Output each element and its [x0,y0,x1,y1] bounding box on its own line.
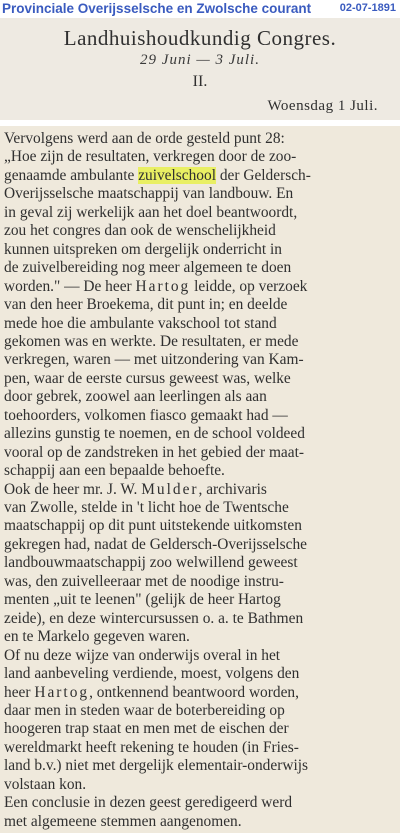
masthead-bar [0,0,400,18]
article-line: mede hoe die ambulante vakschool tot stand [4,314,277,332]
article-line: genaamde ambulante zuivelschool der Geldersch- [4,166,311,184]
article-line: landbouwmaatschappij zoo welwillend geweest [4,554,298,572]
article-line: vooral op de zandstreken in het gebied der maat- [4,443,304,461]
article-line: schappij aan een bepaalde behoefte. [4,462,225,480]
article-line: land b.v.) niet met dergelijk elementair-onderwijs [4,757,308,775]
person-name: Hartog [34,683,90,701]
article-line: verkregen, waren — met uitzondering van Kam- [4,351,304,369]
newspaper-clipping [0,18,400,833]
article-line: toehoorders, volkomen fiasco gemaakt had — [4,406,288,424]
article-line: in geval zij werkelijk aan het doel beantwoordt, [4,203,298,221]
congress-dates: 29 Juni — 3 Juli. [140,52,260,68]
person-name: Mulder [141,480,199,498]
report-day: Woensdag 1 Juli. [267,98,378,114]
search-highlight: zuivelschool [138,166,216,184]
article-line: van Zwolle, stelde in 't licht hoe de Twentsche [4,499,289,516]
article-body [0,126,400,833]
article-header [0,18,400,120]
article-line: menten „uit te leenen" (gelijk de heer Hartog [4,591,281,609]
article-line: was, den zuivelleeraar met de noodige instru- [4,572,284,590]
article-line: zou het congres dan ook de wenschelijkheid [4,222,276,240]
article-line: daar men in steden waar de boterbereiding op [4,701,285,719]
person-name: Hartog [135,277,191,295]
article-line: maatschappij op dit punt uitstekende uitkomsten [4,517,302,535]
article-line: van den heer Broekema, dit punt in; en deelde [4,296,288,314]
article-line: Of nu deze wijze van onderwijs overal in het [4,646,281,664]
article-line: gekregen had, nadat de Geldersch-Overijsselsche [4,535,307,553]
article-line: en te Markelo gegeven waren. [4,628,190,646]
article-line: hoogeren trap staat en men met de eischen der [4,720,289,738]
article-line: met algemeene stemmen aangenomen. [4,812,242,830]
publication-date: 02-07-1891 [339,2,396,14]
article-line: de zuivelbereiding nog meer algemeen te doen [4,259,292,277]
article-line: gekomen was en werkte. De resultaten, er mede [4,332,299,350]
article-line: worden." — De heer Hartog leidde, op verzoek [4,277,308,295]
article-line: Een conclusie in dezen geest geredigeerd werd [4,794,293,812]
article-line: wereldmarkt heeft rekening te houden (in Fries- [4,738,299,756]
article-line: Overijsselsche maatschappij van landbouw. En [4,185,294,203]
article-title: Landhuishoudkundig Congres. [63,26,337,50]
article-line: allezins gunstig te noemen, en de school voldeed [4,425,305,443]
article-line: volstaan kon. [4,775,87,793]
article-line: zeide), en deze wintercursussen o. a. te Bathmen [4,609,304,627]
article-line: kunnen uitspreken om dergelijk onderricht in [4,240,282,258]
article-line: Ook de heer mr. J. W. Mulder, archivaris [4,480,267,498]
article-line: door gebrek, zoowel aan leerlingen als aan [4,388,267,406]
article-line: land aanbeveling verdiende, moest, volgens den [4,665,300,683]
newspaper-title: Provinciale Overijsselsche en Zwolsche courant [2,1,312,16]
article-line: heer Hartog, ontkennend beantwoord worden, [4,683,299,701]
article-line: pen, waar de eerste cursus geweest was, welke [4,369,291,387]
article-line: Vervolgens werd aan de orde gesteld punt 28: [4,130,285,147]
part-number: II. [192,73,208,90]
article-line: „Hoe zijn de resultaten, verkregen door de zoo- [4,148,297,166]
